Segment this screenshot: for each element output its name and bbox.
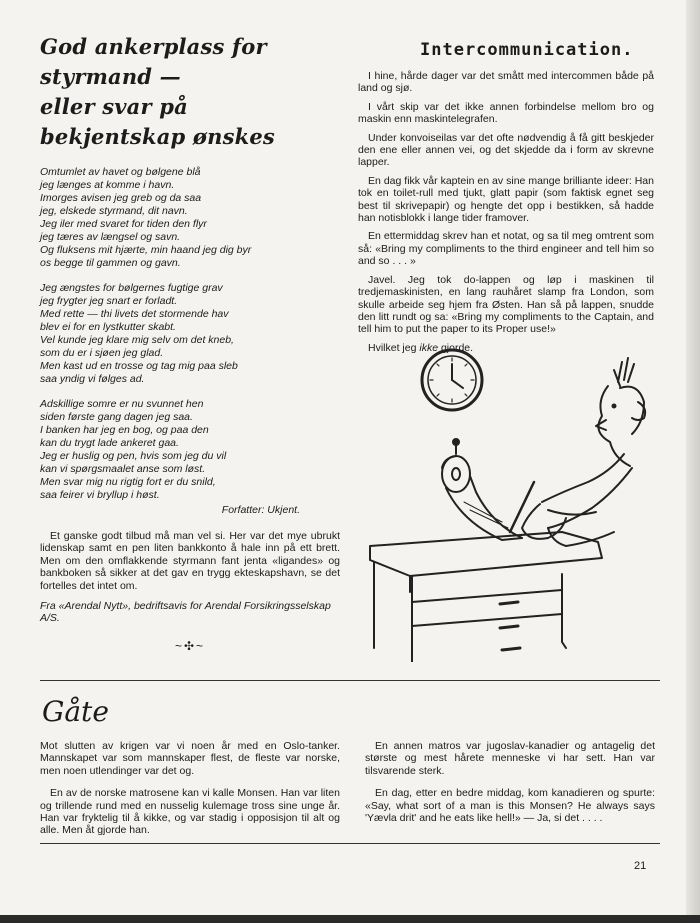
gate-paragraph: En dag, etter en bedre middag, kom kanadieren og spurte: «Say, what sort of a man is this Monsen? He always says 'Yævla drit' and he eats like hell!» — Ja, si det . . . . bbox=[365, 787, 655, 825]
right-paragraph: En ettermiddag skrev han et notat, og sa til meg omtrent som så: «Bring my compliments to the third engineer and tell him so and so . . . » bbox=[358, 230, 654, 268]
gate-title: Gåte bbox=[42, 695, 109, 728]
poem bbox=[40, 166, 340, 502]
gate-paragraph: En av de norske matrosene kan vi kalle Monsen. Han var liten og trillende rund med en nusselig kulemage tross sine unge år. Han var fryktelig til å kikke, og var stadig i opposisjon til alt og alle. Men åt gjorde han. bbox=[40, 787, 340, 837]
page-number: 21 bbox=[634, 860, 647, 872]
poem-author: Forfatter: Ukjent. bbox=[221, 504, 300, 516]
right-article-title: Intercommunication. bbox=[420, 40, 634, 60]
gate-left-column bbox=[40, 740, 340, 847]
gate-paragraph: En annen matros var jugoslav-kanadier og antagelig det største og mest hårete menneske vi har sett. Han var tilsvarende sterk. bbox=[365, 740, 655, 777]
right-paragraph: Javel. Jeg tok do-lappen og løp i maskinen til tredjemaskinisten, en lang rauhåret slamp fra London, som skulle arbeide seg hjem fra Østen. Han så på lappen, snudde den litt rundt og sa: «Bring my compliments to the Captain, and tell him to put the paper to its Proper use!» bbox=[358, 273, 654, 336]
left-article-source: Fra «Arendal Nytt», bedriftsavis for Arendal Forsikringsselskap A/S. bbox=[40, 600, 331, 625]
left-article-body: Et ganske godt tilbud må man vel si. Her var det mye ubrukt lidenskap samt en pen liten bankkonto å hale inn på ett brett. Men om den omflakkende styrmann fant jenta «ligandes» og bankboken så sikker at det gav en trygg ekteskapshavn, se det fortelles det intet om. bbox=[40, 530, 340, 592]
right-paragraph: En dag fikk vår kaptein en av sine mange brilliante ideer: Han tok en toilet-rull med tjukt, glatt papir (som faktisk egnet seg best til skrivepapir) og hengte det opp i bestikken, så hadde han notisblokk i lange tider framover. bbox=[358, 174, 654, 225]
right-article bbox=[358, 40, 654, 360]
poem-stanza: Adskillige somre er nu svunnet hen siden første gang dagen jeg saa. I banken har jeg en bog, og paa den kan du trygt lade ankeret gaa. Jeg er huslig og pen, hvis som jeg du vil kan vi spørgsmaalet anse som løst. Men svar mig nu rigtig fort er du snild, saa feirer vi bryllup i høst. bbox=[40, 398, 227, 501]
section-divider bbox=[40, 843, 660, 844]
right-last-line: Hvilket jeg ikke gjorde. bbox=[368, 341, 474, 354]
desk-icon bbox=[370, 532, 602, 662]
right-paragraph: Under konvoiseilas var det ofte nødvendig å få gitt beskjeder den ene eller annen vei, og det skjedde da i form av skrevne lapper. bbox=[358, 131, 654, 169]
section-divider bbox=[40, 680, 660, 681]
right-paragraph: I hine, hårde dager var det smått med intercommen både på land og sjø. bbox=[358, 70, 654, 95]
illustration-engineer-at-desk bbox=[352, 342, 662, 662]
clock-icon bbox=[422, 350, 482, 410]
left-article bbox=[40, 32, 340, 653]
man-figure-icon bbox=[510, 358, 645, 546]
poem-stanza: Omtumlet av havet og bølgene blå jeg længes at komme i havn. Imorges avisen jeg greb og da saa jeg, elskede styrmand, dit navn. Jeg iler med svaret for tiden den flyr jeg tæres av længsel og savn. Og fluksens mit hjærte, min haand jeg dig byr os begge til gammen og gavn. bbox=[40, 166, 252, 269]
page-edge-shadow bbox=[686, 0, 700, 923]
toilet-roll-icon bbox=[442, 439, 522, 540]
left-article-title: God ankerplass for styrmand — eller svar på bekjentskap ønskes bbox=[40, 34, 275, 149]
gate-right-column bbox=[365, 740, 655, 834]
right-paragraph: I vårt skip var det ikke annen forbindelse mellom bro og maskin enn maskintelegrafen. bbox=[358, 100, 654, 126]
poem-stanza: Jeg ængstes for bølgernes fugtige grav jeg frygter jeg snart er forladt. Med rette — thi livets det stormende hav blev ei for en lystkutter skabt. Vel kunde jeg klare mig selv om det kneb, som du er i sjøen jeg glad. Men kast ud en trosse og tag mig paa sleb saa yndig vi følges ad. bbox=[40, 282, 238, 385]
page-bottom-edge bbox=[0, 915, 700, 923]
gate-paragraph: Mot slutten av krigen var vi noen år med en Oslo-tanker. Mannskapet var som mannskaper flest, de fleste var norske, men noen utlendinger var det og. bbox=[40, 740, 340, 777]
ornament: ~✣~ bbox=[174, 638, 206, 653]
